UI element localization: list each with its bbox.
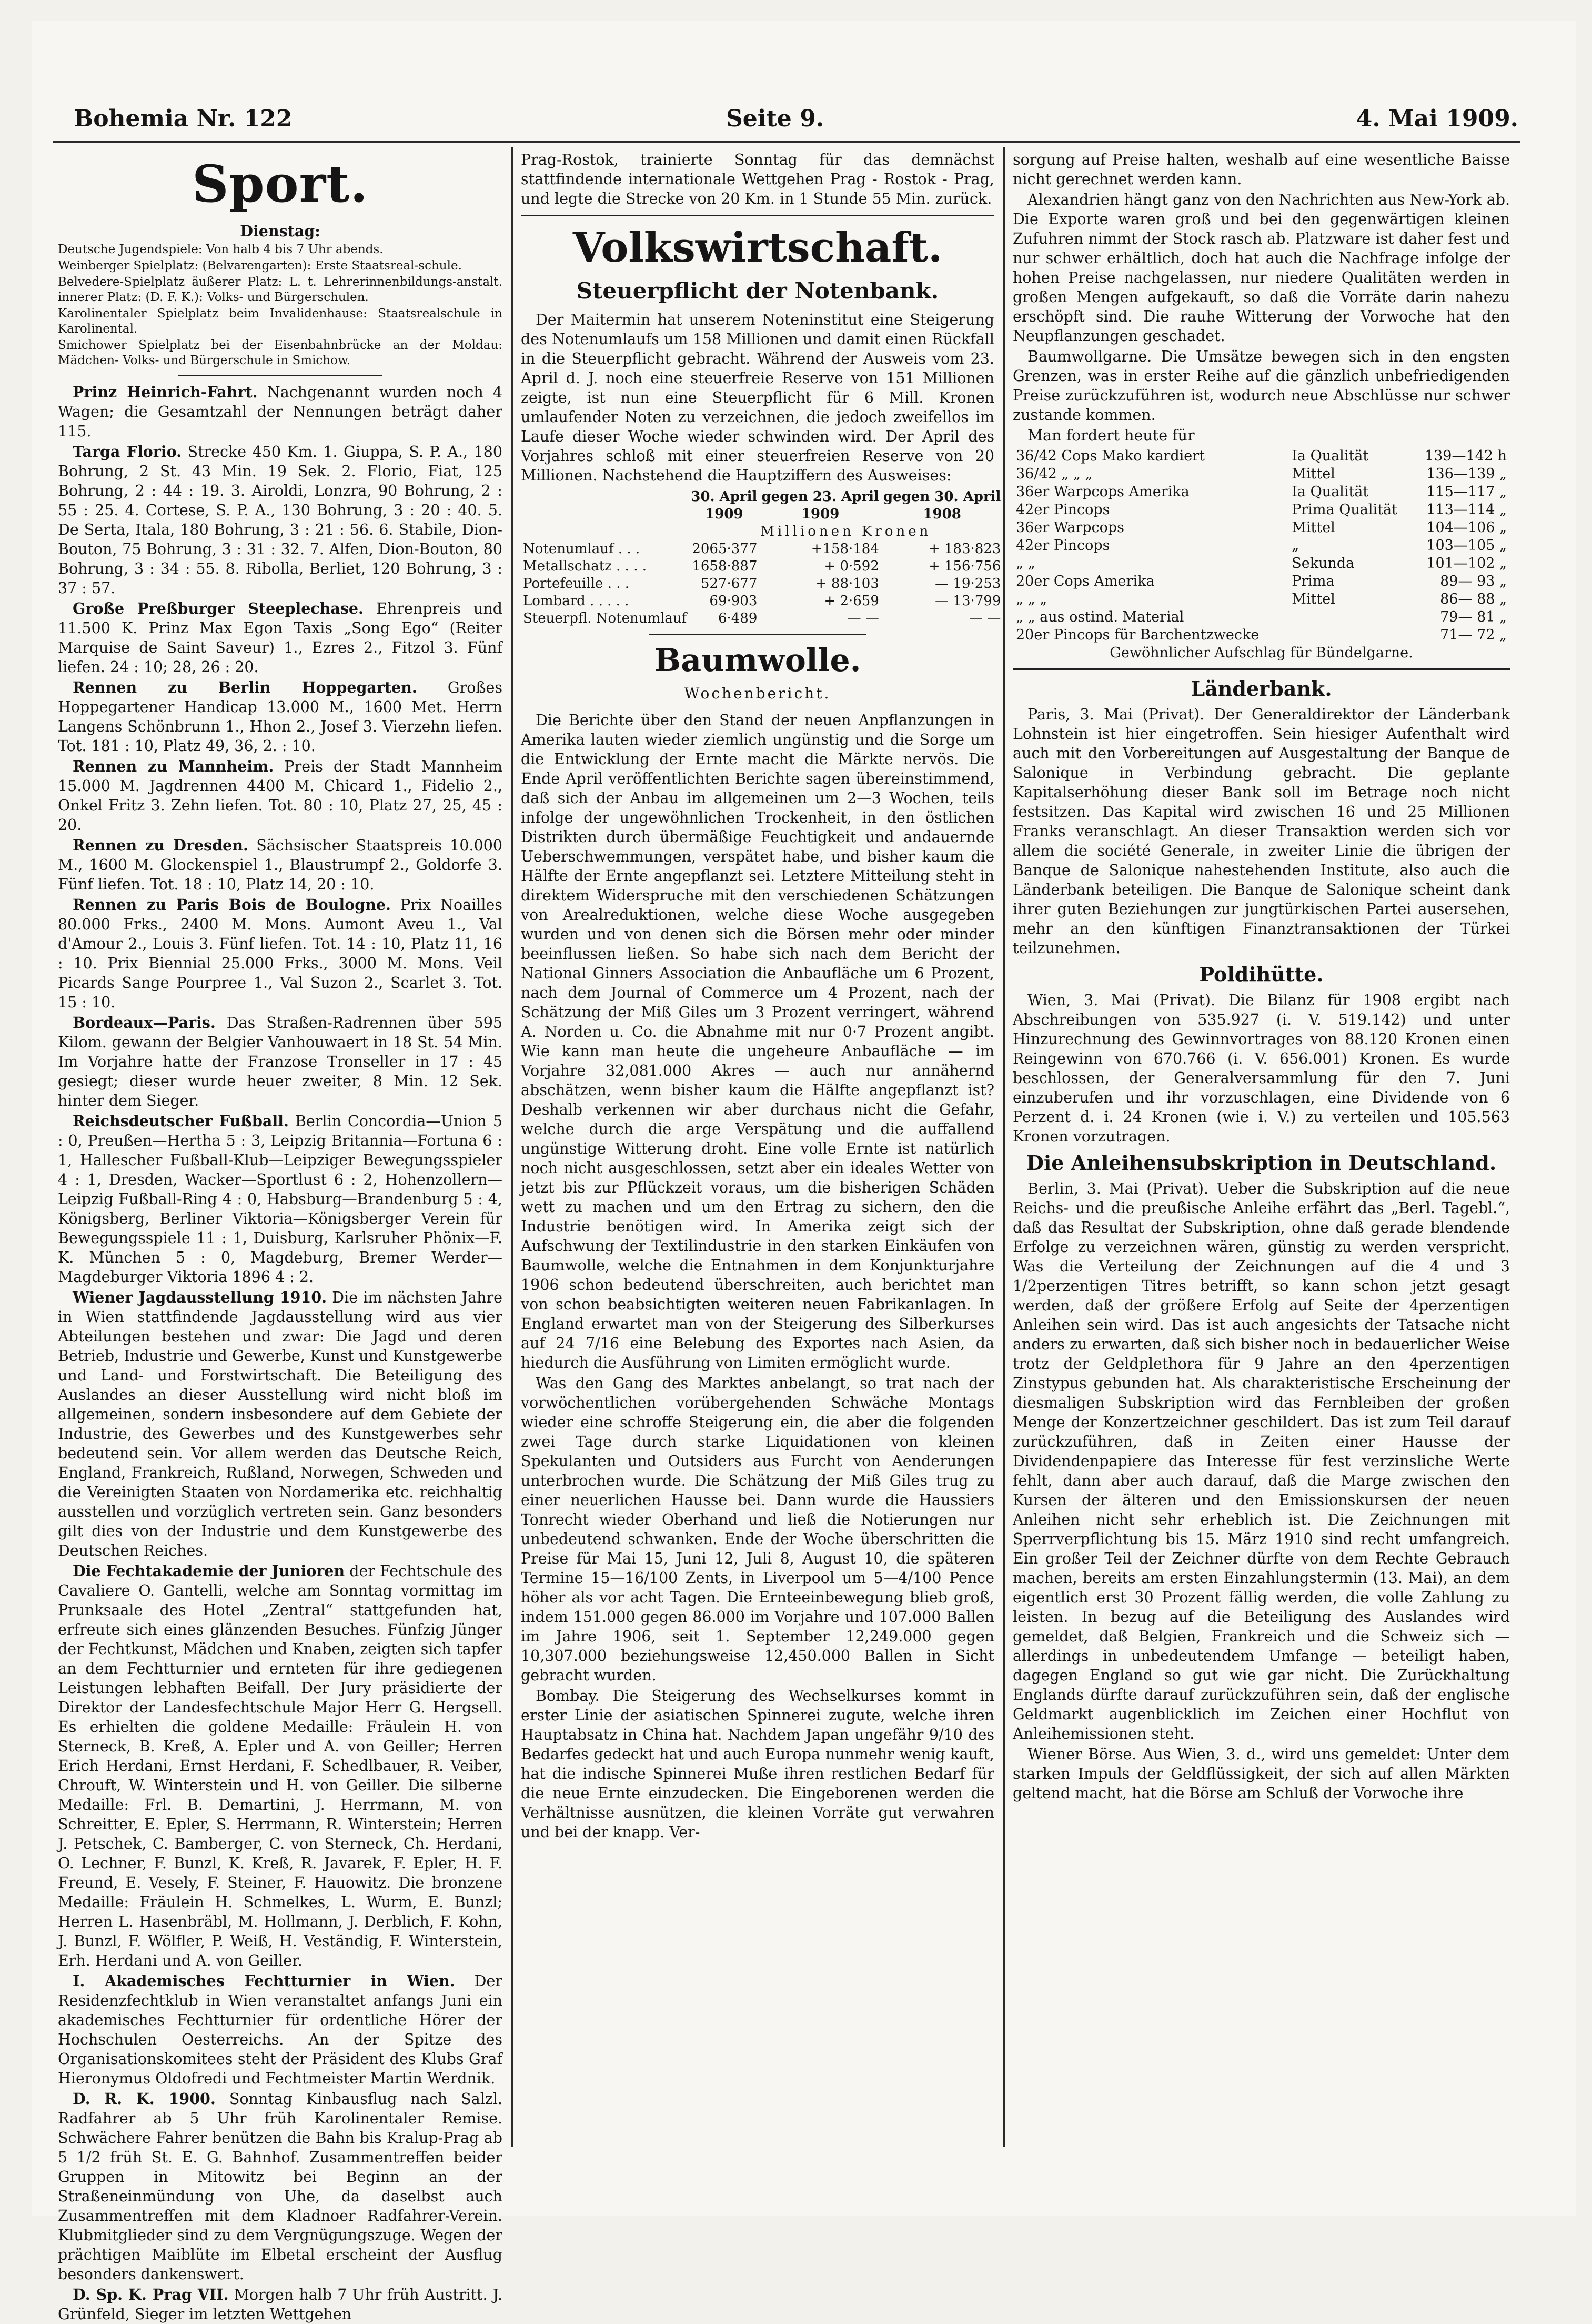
table-row: „ „ „ Mittel 86— 88 „ bbox=[1016, 591, 1507, 607]
sport-item-text: Morgen halb 7 Uhr früh Austritt. J. Grünfeld, Sieger im letzten Wettgehen bbox=[58, 2286, 503, 2323]
intro-line: Smichower Spielplatz bei der Eisenbahnbrücke an der Moldau: Mädchen- Volks- und Bürgerschule in Smichow. bbox=[58, 338, 502, 367]
intro-line: Weinberger Spielplatz: (Belvarengarten): Erste Staatsreal-schule. bbox=[58, 259, 462, 273]
sport-item bbox=[58, 895, 502, 1012]
table-row: Portefeuille . . . 527·677 + 88·103 — 19·253 bbox=[523, 576, 1001, 592]
table-row: 42er Pincops Prima Qualität 113—114 „ bbox=[1016, 502, 1507, 518]
intro-line: Deutsche Jugendspiele: Von halb 4 bis 7 Uhr abends. bbox=[58, 243, 384, 256]
sport-item-text: Der Residenzfechtklub in Wien veranstaltet anfangs Juni ein akademisches Fechtturnier für ordentliche Hörer der Hochschulen Oesterreichs. An der Spitze des Organisationskomitees steht der Präsident des Klubs Graf Hieronymus Oldofredi und Fechtmeister Martin Werdnik. bbox=[58, 1972, 502, 2087]
separator bbox=[521, 215, 994, 216]
laenderbank-heading: Länderbank. bbox=[1191, 677, 1332, 700]
laenderbank-text: Paris, 3. Mai (Privat). Der Generaldirektor der Länderbank Lohnstein ist hier eingetroffen. Sein hiesiger Aufenthalt wird auch mit den Vorbereitungen auf Ausgestaltung der Banque de Salonique in Verbindung gebracht. Die geplante Kapitalserhöhung dieser Bank soll im Betrage noch nicht festsitzen. Das Kapital wird zwischen 16 und 25 Millionen Franks veranschlagt. An dieser Transaktion werden sich vor allem die société Generale, in zweiter Linie die übrigen der Banque de Salonique nahestehenden Institute, also auch die Länderbank beteiligen. Die Banque de Salonique scheint dank ihrer guten Beziehungen zur jungtürkischen Partei ausersehen, mehr an den künftigen Finanztransaktionen der Türkei teilzunehmen. bbox=[1013, 706, 1510, 957]
sport-item-head: Prinz Heinrich-Fahrt. bbox=[73, 383, 258, 401]
table-header: 30. April bbox=[691, 489, 758, 505]
sport-intro-heading: Dienstag: bbox=[240, 222, 320, 240]
yarn-price-table bbox=[1013, 447, 1510, 662]
market-paragraph: sorgung auf Preise halten, weshalb auf eine wesentliche Baisse nicht gerechnet werden kann. bbox=[1013, 151, 1510, 188]
separator bbox=[649, 634, 866, 635]
baumwolle-paragraph: Bombay. Die Steigerung des Wechselkurses kommt in erster Linie der asiatischen Spinnerei zugute, welche ihren Hauptabsatz in China hat. Nachdem Japan ungefähr 9/10 des Bedarfes gedeckt hat und auch Europa nunmehr wenig kauft, hat die indische Spinnerei Muße ihren restlichen Bedarf für die neue Ernte einzudecken. Die Eingeborenen werden die Verhältnisse ausnützen, die kleinen Vorräte gut verwahren und bei der knapp. Ver- bbox=[521, 1687, 994, 1841]
separator bbox=[178, 375, 382, 376]
sport-item-head: D. R. K. 1900. bbox=[73, 2090, 216, 2108]
sport-item-text: Das Straßen-Radrennen über 595 Kilom. gewann der Belgier Vanhouwaert in 18 St. 54 Min. Im Vorjahre hatte der Franzose Tronseller in 17 : 45 gesiegt; dieser wurde heuer zweiter, 8 Min. 12 Sek. hinter dem Sieger. bbox=[58, 1014, 502, 1109]
sport-item bbox=[58, 442, 502, 598]
sport-item-text: Die im nächsten Jahre in Wien stattfindende Jagdausstellung wird aus vier Abteilungen bestehen und zwar: Die Jagd und deren Betrieb, Industrie und Gewerbe, Kunst und Kunstgewerbe und Land- und Forstwirtschaft. Die Beteiligung des Auslandes an dieser Ausstellung wird nicht bloß im allgemeinen, sondern insbesondere auf dem Gebiete der Industrie, des Gewerbes und des Kunstgewerbes sehr bedeutend sein. Vor allem werden das Deutsche Reich, England, Frankreich, Rußland, Norwegen, Schweden und die Vereinigten Staaten von Nordamerika etc. reichhaltig ausstellen und vorzüglich vertreten sein. Ganz besonders gilt dies von der Industrie und dem Kunstgewerbe des Deutschen Reiches. bbox=[58, 1289, 503, 1559]
anleihe-paragraph: Berlin, 3. Mai (Privat). Ueber die Subskription auf die neue Reichs- und die preußische Anleihe erfährt das „Berl. Tagebl.“, daß das Resultat der Subskription, ohne daß gerade blendende Erfolge zu verzeichnen wären, günstig zu werden verspricht. Was die Verteilung der Zeichnungen auf die 4 und 3 1/2perzentigen Titres betrifft, so kann schon jetzt gesagt werden, daß der größere Erfolg auf Seite der 4perzentigen Anleihen sein wird. Das ist auch angesichts der Tatsache nicht anders zu erwarten, daß sich bisher noch in bedauerlicher Weise trotz der Geldplethora für 9 Jahre an den 4perzentigen Zinstypus gebunden hat. Als charakteristische Erscheinung der diesmaligen Subskription wird das Fernbleiben der großen Menge der Konzertzeichner geschildert. Das ist zum Teil darauf zurückzuführen, daß in Zeiten einer Hausse der Dividendenpapiere das Interesse für fest verzinsliche Werte fehlt, dann aber auch darauf, daß die Marge zwischen den Kursen der älteren und den Emissionskursen der neuen Anleihen nicht sehr erheblich ist. Die Zeichnungen mit Sperrverpflichtung bis 15. März 1910 sind recht umfangreich. Ein großer Teil der Zeichner dürfte von dem Rechte Gebrauch machen, bereits am ersten Einzahlungstermin (13. Mai), an dem eigentlich erst 30 Prozent fällig werden, die volle Zahlung zu leisten. In bezug auf die Beteiligung des Auslandes wird gemeldet, daß Belgien, Frankreich und die Schweiz sich — allerdings in unbedeutendem Umfange — beteiligt haben, dagegen England so gut wie gar nicht. Die Zurückhaltung Englands dürfte darauf zurückzuführen sein, daß der englische Geldmarkt augenblicklich im Zeichen einer Hochflut von Anleihemissionen steht. bbox=[1013, 1180, 1510, 1742]
baumwolle-paragraph: Die Berichte über den Stand der neuen Anpflanzungen in Amerika lauten wieder ziemlich ungünstig und die Sorge um die Entwicklung der Ernte macht die Märkte nervös. Die Ende April veröffentlichten Berichte sagen übereinstimmend, daß sich der Anbau im allgemeinen um 2—3 Wochen, teils infolge der ungewöhnlichen Trockenheit, in den östlichen Distrikten durch übermäßige Feuchtigkeit und andauernde Ueberschwemmungen, verspätet habe, und bisher kaum die Hälfte der Ernte angepflanzt sei. Letztere Mitteilung steht in direktem Widerspruche mit den verschiedenen Schätzungen von Arealreduktionen, welche diese Woche ausgegeben wurden und von denen sich die Börsen mehr oder minder beeinflussen ließen. So habe sich nach dem Bericht der National Ginners Association die Anbaufläche um 6 Prozent, nach dem Journal of Commerce um 4 Prozent, nach der Schätzung der Miß Giles um 3 Prozent verringert, während A. Norden u. Co. die Abnahme mit nur 0·7 Prozent angibt. Wie kann man heute die ungeheure Anbaufläche — im Vorjahre 32,081.000 Akres — auch nur annähernd abschätzen, wenn bisher kaum die Hälfte angepflanzt ist? Deshalb verkennen wir aber durchaus nicht die Gefahr, welche durch die arge Verspätung und die auffallend ungünstige Witterung droht. Eine volle Ernte ist natürlich noch nicht ausgeschlossen, setzt aber ein ideales Wetter von jetzt bis zur Pflückzeit voraus, um die bisherigen Schäden wett zu machen und um den Ertrag zu sichern, den die Industrie benötigen wird. In Amerika zeigt sich der Aufschwung der Textilindustrie in den starken Einkäufen von Baumwolle, welche die Entnahmen in dem Konjunkturjahre 1906 schon bedeutend überschreiten, auch berichtet man von schon beabsichtigten weiteren neuen Fabrikanlagen. In England erwartet man von der Steigerung des Silberkurses auf 24 7/16 eine Belebung des Exportes nach Asien, da hiedurch die Ausführung von Limiten ermöglicht wurde. bbox=[521, 712, 994, 1371]
sport-item bbox=[58, 1288, 502, 1560]
column-rule-1 bbox=[511, 147, 513, 2147]
anleihe-paragraph: Wiener Börse. Aus Wien, 3. d., wird uns gemeldet: Unter dem starken Impuls der Geldflüssigkeit, der sich auf allen Märkten geltend macht, hat die Börse am Schluß der Vorwoche ihre bbox=[1013, 1746, 1510, 1802]
sport-item-text: der Fechtschule des Cavaliere O. Gantelli, welche am Sonntag vormittag im Prunksaale des Hotel „Zentral“ stattgefunden hat, erfreute sich eines glänzenden Besuches. Fünfzig Jünger der Fechtkunst, Mädchen und Knaben, zeigten sich tapfer an dem Fechtturnier und ernteten für ihre gediegenen Leistungen lebhaften Beifall. Der Jury präsidierte der Direktor der Landesfechtschule Major Herr G. Hergsell. Es erhielten die goldene Medaille: Fräulein H. von Sterneck, B. Kreß, A. Epler und A. von Geiller; Herren Erich Herdani, Ernst Herdani, F. Schedlbauer, R. Veiber, Chrouft, W. Winterstein und H. von Geiller. Die silberne Medaille: Frl. B. Demartini, J. Herrmann, M. von Schreitter, E. Epler, S. Herrmann, R. Winterstein; Herren J. Petschek, C. Bamberger, C. von Sterneck, Ch. Herdani, O. Lechner, F. Bunzl, K. Kreß, R. Javarek, F. Epler, H. F. Freund, E. Vesely, F. Steiner, F. Hauowitz. Die bronzene Medaille: Fräulein H. Schmelkes, L. Wurm, E. Bunzl; Herren L. Hasenbräbl, M. Hollmann, J. Derblich, F. Kohn, J. Bunzl, F. Wölfler, P. Weiß, H. Veständig, F. Winterstein, Erh. Herdani und A. von Geiller. bbox=[58, 1562, 502, 1969]
column-economy bbox=[521, 150, 1001, 2157]
baumwolle-paragraph: Was den Gang des Marktes anbelangt, so trat nach der vorwöchentlichen vorübergehenden Schwäche Montags wieder eine schroffe Steigerung ein, die aber die folgenden zwei Tage durch starke Liquidationen von kleinen Spekulanten und Outsiders aus Furcht von Aenderungen unterbrochen wurde. Die Schätzung der Miß Giles trug zu einer neuerlichen Hausse bei. Dann wurde die Haussiers Tonrecht wieder Oberhand und ließ die Notierungen nur unbedeutend schwanken. Ende der Woche überschritten die Preise für Mai 15, Juni 12, Juli 8, August 10, die späteren Termine 15—16/100 Zents, in Liverpool um 5—4/100 Pence höher als vor acht Tagen. Die Ernteeinbewegung blieb groß, indem 151.000 gegen 86.000 im Vorjahre und 107.000 Ballen im Jahre 1906, seit 1. September 12,249.000 gegen 10,307.000 beziehungsweise 12,450.000 Ballen in Sicht gebracht wurden. bbox=[521, 1375, 994, 1684]
table-header: gegen 23. April bbox=[761, 489, 879, 505]
column-markets bbox=[1013, 150, 1510, 2157]
table-row: 36er Warpcops Mittel 104—106 „ bbox=[1016, 519, 1507, 536]
header-rule bbox=[53, 141, 1520, 143]
table-year: 1909 bbox=[801, 506, 840, 522]
price-intro: Man fordert heute für bbox=[1027, 427, 1195, 444]
carryover-text: Prag-Rostok, trainierte Sonntag für das demnächst stattfindende internationale Wettgehen Prag - Rostok - Prag, und legte die Strecke von 20 Km. in 1 Stunde 55 Min. zurück. bbox=[521, 151, 994, 207]
sport-item bbox=[58, 2285, 502, 2324]
baumwolle-heading: Baumwolle. bbox=[654, 642, 861, 679]
sport-item-text: Preis der Stadt Mannheim 15.000 M. Jagdrennen 4400 M. Chicard 1., Fidelio 2., Onkel Fritz 3. Zehn liefen. Tot. 80 : 10, Platz 27, 25, 45 : 20. bbox=[58, 758, 503, 834]
table-unit: Millionen Kronen bbox=[760, 524, 932, 539]
market-paragraph: Alexandrien hängt ganz von den Nachrichten aus New-York ab. Die Exporte waren groß und bei den gegenwärtigen kleinen Zufuhren nimmt der Stock rasch ab. Platzware ist daher fest und nur schwer erhältlich, doch hat auch die Nachfrage infolge der hohen Preise nachgelassen, nur niedere Qualitäten werden in großen Mengen aufgekauft, so daß die Vorräte darin nahezu erschöpft sind. Die rauhe Witterung der Vorwoche hat den Neupflanzungen geschadet. bbox=[1013, 191, 1510, 345]
sport-item-text: Ehrenpreis und 11.500 K. Prinz Max Egon Taxis „Song Ego“ (Reiter Marquise de Saint Saveur) 1., Ezres 2., Fitzol 3. Fünf liefen. 24 : 10; 28, 26 : 20. bbox=[58, 600, 502, 676]
table-row: 42er Pincops „ 103—105 „ bbox=[1016, 537, 1507, 554]
sport-item bbox=[58, 2089, 502, 2284]
table-row: 20er Cops Amerika Prima 89— 93 „ bbox=[1016, 573, 1507, 589]
page-header bbox=[74, 105, 1518, 137]
economy-heading: Volkswirtschaft. bbox=[572, 224, 943, 272]
sport-item-head: Große Preßburger Steeplechase. bbox=[73, 599, 364, 617]
sport-item bbox=[58, 1561, 502, 1970]
header-date: 4. Mai 1909. bbox=[1356, 105, 1518, 132]
sport-item bbox=[58, 836, 502, 894]
sport-item-text: Prix Noailles 80.000 Frks., 2400 M. Mons. Aumont Aveu 1., Val d'Amour 2., Louis 3. Fünf liefen. Tot. 14 : 10, Platz 11, 16 : 10. Prix Biennial 25.000 Frks., 3000 M. Mons. Veil Picards Sange Pourpree 1., Val Suzon 2., Scarlet 3. Tot. 15 : 10. bbox=[58, 896, 502, 1011]
poldi-heading: Poldihütte. bbox=[1199, 963, 1324, 986]
sport-item-head: I. Akademisches Fechtturnier in Wien. bbox=[73, 1972, 455, 1990]
sport-item-text: Sonntag Kinbausflug nach Salzl. Radfahrer ab 5 Uhr früh Karolinentaler Remise. Schwächere Fahrer benützen die Bahn bis Kralup-Prag ab 5 1/2 früh St. E. G. Bahnhof. Zusammentreffen beider Gruppen in Mitowitz bei Beginn an der Straßeneinmündung von Uhe, da daselbst auch Zusammentreffen mit dem Kladnoer Radfahrer-Verein. Klubmitglieder sind zu dem Vergnügungszuge. Wegen der prächtigen Maiblüte im Elbetal erscheint der Ausflug besonders dankenswert. bbox=[58, 2090, 502, 2283]
sport-item-head: Bordeaux—Paris. bbox=[73, 1014, 216, 1031]
table-year: 1909 bbox=[705, 506, 743, 522]
anleihe-heading: Die Anleihensubskription in Deutschland. bbox=[1026, 1151, 1497, 1175]
sport-item-head: Rennen zu Berlin Hoppegarten. bbox=[73, 678, 417, 696]
table-row: 36/42 „ „ „ Mittel 136—139 „ bbox=[1016, 466, 1507, 482]
sport-item bbox=[58, 678, 502, 756]
sport-heading: Sport. bbox=[192, 154, 368, 214]
sport-item bbox=[58, 599, 502, 677]
sport-intro bbox=[58, 242, 502, 368]
sport-item-head: Rennen zu Paris Bois de Boulogne. bbox=[73, 896, 391, 914]
sport-item-head: D. Sp. K. Prag VII. bbox=[73, 2286, 229, 2303]
notenbank-table bbox=[521, 488, 1003, 627]
table-row: Metallschatz . . . . 1658·887 + 0·592 + 156·756 bbox=[523, 558, 1001, 574]
sport-item-text: Nachgenannt wurden noch 4 Wagen; die Gesamtzahl der Nennungen beträgt daher 115. bbox=[58, 384, 503, 440]
sport-item bbox=[58, 1013, 502, 1110]
poldi-text: Wien, 3. Mai (Privat). Die Bilanz für 1908 ergibt nach Abschreibungen von 535.927 (i. V. 519.142) und unter Hinzurechnung des Gewinnvortrages von 88.120 Kronen einen Reingewinn von 670.766 (i. V. 656.001) Kronen. Es wurde beschlossen, der Generalversammlung für den 7. Juni einzuberufen und ihr vorzuschlagen, eine Dividende von 6 Perzent d. i. 24 Kronen (wie i. V.) zu verteilen und 105.563 Kronen vorzutragen. bbox=[1013, 991, 1510, 1145]
sport-item-head: Rennen zu Mannheim. bbox=[73, 757, 274, 775]
notenbank-text: Der Maitermin hat unserem Noteninstitut eine Steigerung des Notenumlaufs um 158 Millionen und damit einen Rückfall in die Steuerpflicht gebracht. Während der Ausweis vom 23. April d. J. noch eine steuerfreie Reserve von 151 Millionen zeigte, ist nun eine Steuerpflicht für 6 Mill. Kronen umlaufender Noten zu verzeichnen, die jedoch zweifellos im Laufe dieser Woche wieder schwinden wird. Der April des Vorjahres schloß mit einer steuerfreien Reserve von 20 Millionen. Nachstehend die Hauptziffern des Ausweises: bbox=[521, 311, 994, 484]
intro-line: Belvedere-Spielplatz äußerer Platz: L. t. Lehrerinnenbildungs-anstalt. innerer Platz: (D. F. K.): Volks- und Bürgerschulen. bbox=[58, 275, 502, 304]
market-paragraph: Baumwollgarne. Die Umsätze bewegen sich in den engsten Grenzen, was in erster Reihe auf die gänzlich unbefriedigenden Preise zurückzuführen ist, wodurch neue Abschlüsse nur schwer zustande kommen. bbox=[1013, 348, 1510, 424]
sport-item-head: Reichsdeutscher Fußball. bbox=[73, 1112, 289, 1130]
header-issue: Bohemia Nr. 122 bbox=[74, 105, 293, 132]
table-year: 1908 bbox=[923, 506, 961, 522]
sport-item-head: Targa Florio. bbox=[73, 443, 182, 460]
sport-item bbox=[58, 757, 502, 835]
sport-item bbox=[58, 1971, 502, 2088]
table-row: Notenumlauf . . . 2065·377 +158·184 + 183·823 bbox=[523, 541, 1001, 557]
table-row: 36/42 Cops Mako kardiert Ia Qualität 139—142 h bbox=[1016, 448, 1507, 464]
table-row: „ „ Sekunda 101—102 „ bbox=[1016, 555, 1507, 572]
sport-item bbox=[58, 383, 502, 441]
sport-item bbox=[58, 1111, 502, 1287]
table-row: Lombard . . . . . 69·903 + 2·659 — 13·799 bbox=[523, 593, 1001, 609]
column-sport bbox=[58, 150, 503, 2323]
baumwolle-subheading: Wochenbericht. bbox=[684, 685, 831, 702]
table-row: 20er Pincops für Barchentzwecke 71— 72 „ bbox=[1016, 627, 1507, 643]
notenbank-heading: Steuerpflicht der Notenbank. bbox=[576, 278, 939, 304]
sport-item-head: Die Fechtakademie der Junioren bbox=[73, 1562, 345, 1580]
header-page-number: Seite 9. bbox=[726, 105, 824, 132]
table-row: „ „ aus ostind. Material 79— 81 „ bbox=[1016, 609, 1507, 625]
sport-item-head: Rennen zu Dresden. bbox=[73, 836, 248, 854]
sport-item-text: Strecke 450 Km. 1. Giuppa, S. P. A., 180 Bohrung, 2 St. 43 Min. 19 Sek. 2. Florio, Fiat, 125 Bohrung, 2 : 44 : 19. 3. Airoldi, Lonzra, 90 Bohrung, 2 : 55 : 25. 4. Cortese, S. P. A., 130 Bohrung, 3 : 20 : 40. 5. De Serta, Itala, 180 Bohrung, 3 : 21 : 56. 6. Stabile, Dion-Bouton, 75 Bohrung, 3 : 31 : 32. 7. Alfen, Dion-Bouton, 80 Bohrung, 3 : 34 : 55. 8. Ribolla, Berliet, 120 Bohrung, 3 : 37 : 57. bbox=[58, 443, 502, 597]
intro-line: Karolinentaler Spielplatz beim Invalidenhause: Staatsrealschule in Karolinental. bbox=[58, 307, 502, 336]
table-row: Gewöhnlicher Aufschlag für Bündelgarne. bbox=[1110, 645, 1413, 661]
sport-item-text: Großes Hoppegartener Handicap 13.000 M., 1600 Met. Herrn Langens Schönbrunn 1., Hhon 2., Josef 3. Vierzehn liefen. Tot. 181 : 10, Platz 49, 36, 2. : 10. bbox=[58, 679, 502, 755]
sport-item-text: Berlin Concordia—Union 5 : 0, Preußen—Hertha 5 : 3, Leipzig Britannia—Fortuna 6 : 1, Hallescher Fußball-Klub—Leipziger Bewegungsspieler 4 : 1, Dresden, Wacker—Sportlust 6 : 2, Hohenzollern—Leipzig Fußball-Ring 4 : 0, Habsburg—Brandenburg 5 : 4, Königsberg, Berliner Viktoria—Königsberger Verein für Bewegungsspiele 11 : 1, Duisburg, Karlsruher Phönix—F. K. München 5 : 0, Magdeburg, Bremer Werder—Magdeburger Viktoria 1896 4 : 2. bbox=[58, 1113, 503, 1286]
separator bbox=[1013, 668, 1510, 670]
sport-item-head: Wiener Jagdausstellung 1910. bbox=[73, 1288, 327, 1306]
table-header: gegen 30. April bbox=[883, 489, 1001, 505]
column-rule-2 bbox=[1003, 147, 1005, 2147]
sport-item-text: Sächsischer Staatspreis 10.000 M., 1600 M. Glockenspiel 1., Blaustrumpf 2., Goldorfe 3. Fünf liefen. Tot. 18 : 10, Platz 14, 20 : 10. bbox=[58, 837, 502, 893]
table-row: Steuerpfl. Notenumlauf 6·489 — — — — bbox=[523, 610, 1001, 626]
table-row: 36er Warpcops Amerika Ia Qualität 115—117 „ bbox=[1016, 484, 1507, 500]
